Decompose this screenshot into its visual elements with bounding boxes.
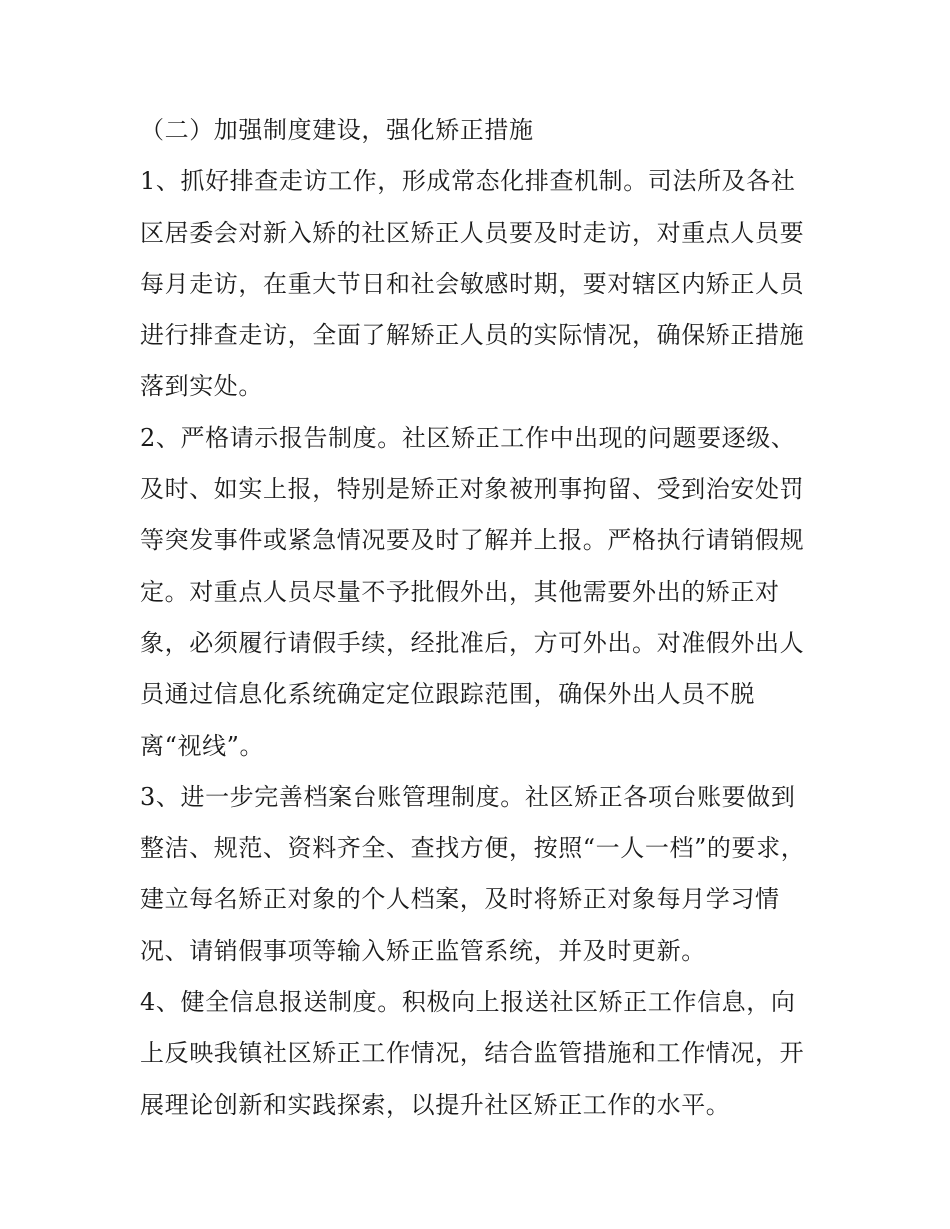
text-line: 2、严格请示报告制度。社区矫正工作中出现的问题要逐级、 [140, 423, 796, 452]
text-line: 每月走访，在重大节日和社会敏感时期，要对辖区内矫正人员 [140, 269, 805, 298]
text-line: 区居委会对新入矫的社区矫正人员要及时走访，对重点人员要 [140, 218, 805, 247]
text-line: 等突发事件或紧急情况要及时了解并上报。严格执行请销假规 [140, 526, 805, 555]
text-line: 况、请销假事项等输入矫正监管系统，并及时更新。 [140, 936, 706, 965]
text-line: 落到实处。 [140, 372, 263, 401]
text-line: 离“视线”。 [140, 731, 265, 760]
text-line: 进行排查走访，全面了解矫正人员的实际情况，确保矫正措施 [140, 321, 805, 350]
text-line: 及时、如实上报，特别是矫正对象被刑事拘留、受到治安处罚 [140, 475, 805, 504]
text-line: 上反映我镇社区矫正工作情况，结合监管措施和工作情况，开 [140, 1039, 805, 1068]
text-line: 建立每名矫正对象的个人档案，及时将矫正对象每月学习情 [140, 885, 780, 914]
text-line: 员通过信息化系统确定定位跟踪范围，确保外出人员不脱 [140, 680, 755, 709]
text-line: 定。对重点人员尽量不予批假外出，其他需要外出的矫正对 [140, 577, 780, 606]
text-line: 整洁、规范、资料齐全、查找方便，按照“一人一档”的要求， [140, 834, 806, 863]
text-line: 象，必须履行请假手续，经批准后，方可外出。对准假外出人 [140, 628, 805, 657]
document-body [140, 108, 820, 1134]
section-heading: （二）加强制度建设，强化矫正措施 [140, 116, 534, 144]
text-line: 4、健全信息报送制度。积极向上报送社区矫正工作信息，向 [140, 988, 796, 1017]
text-line: 1、抓好排查走访工作，形成常态化排查机制。司法所及各社 [140, 167, 796, 196]
text-line: 展理论创新和实践探索，以提升社区矫正工作的水平。 [140, 1090, 731, 1119]
text-line: 3、进一步完善档案台账管理制度。社区矫正各项台账要做到 [140, 782, 796, 811]
